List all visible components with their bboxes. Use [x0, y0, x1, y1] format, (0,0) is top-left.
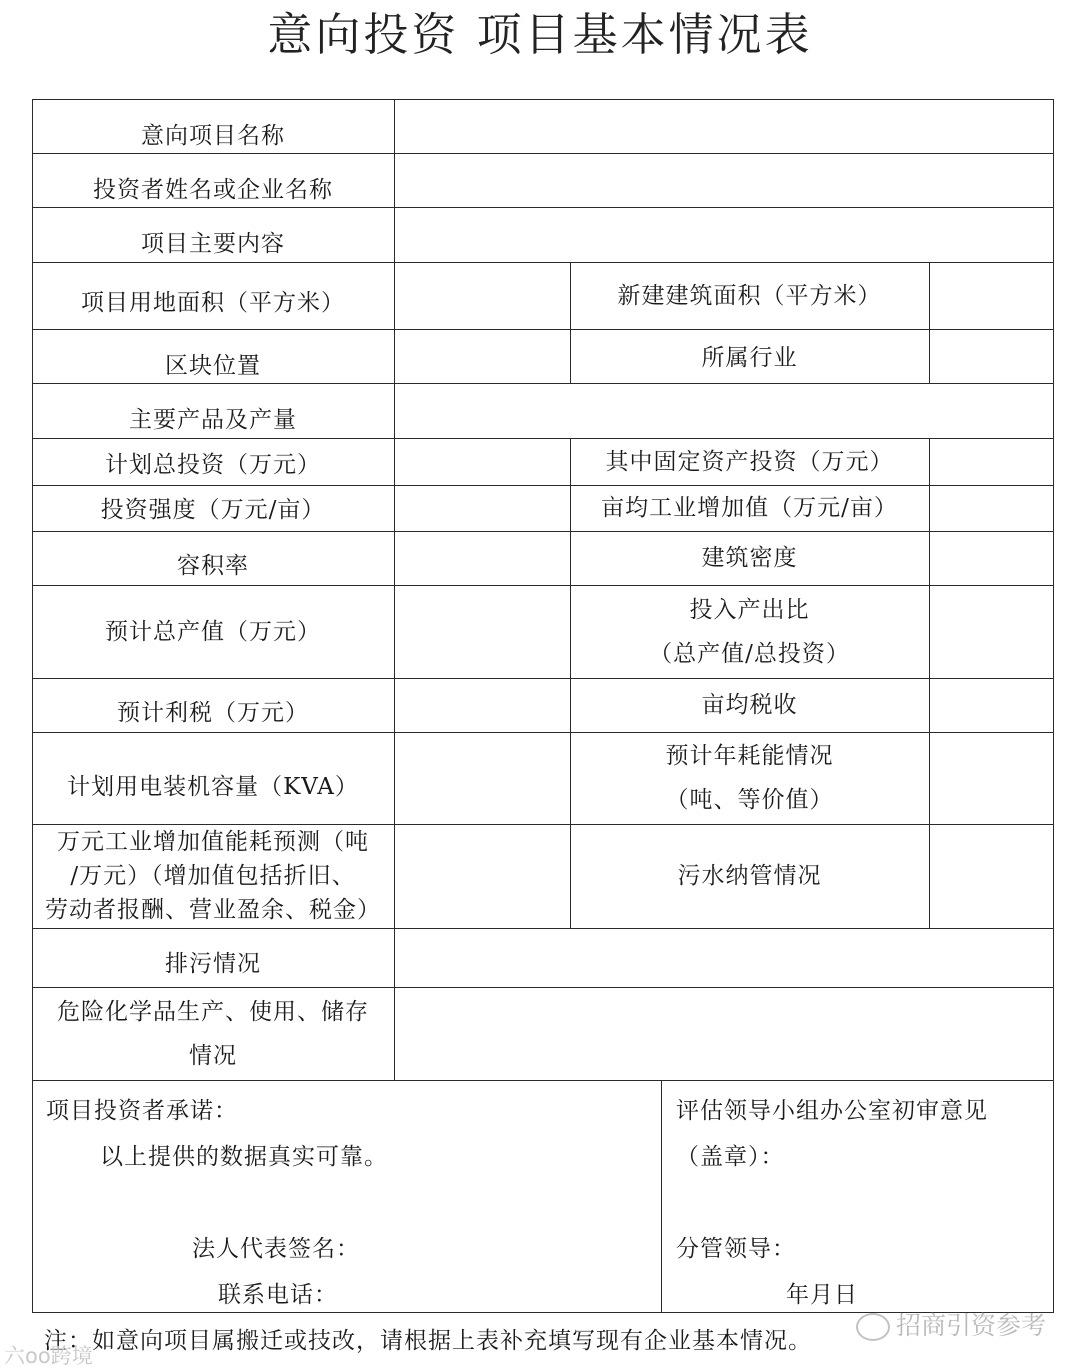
footnote: 注：如意向项目属搬迁或技改，请根据上表补充填写现有企业基本情况。 [44, 1328, 812, 1354]
label-emission: 排污情况 [165, 951, 261, 977]
project-info-table [32, 99, 1054, 1313]
label-industry: 所属行业 [701, 345, 798, 371]
label-investment-intensity: 投资强度（万元/亩） [100, 497, 326, 523]
label-input-output-ratio [570, 585, 929, 678]
label-fixed-asset-investment: 其中固定资产投资（万元） [605, 448, 894, 475]
watermark-right-text: 招商引资参考 [895, 1311, 1046, 1340]
value-column-divider [929, 438, 930, 928]
commitment-statement: 以上提供的数据真实可靠。 [100, 1144, 388, 1170]
label-new-building-area: 新建建筑面积（平方米） [617, 282, 882, 309]
label-column-divider [394, 99, 395, 1080]
wechat-icon [856, 1313, 890, 1341]
label-energy-consumption-line: （吨、等价值） [665, 787, 834, 813]
label-total-investment: 计划总投资（万元） [105, 451, 321, 478]
label-energy-consumption-line: 预计年耗能情况 [665, 743, 834, 769]
review-date: 年月日 [786, 1282, 858, 1308]
label-hazardous-line: 情况 [189, 1042, 237, 1069]
label-sewage: 污水纳管情况 [677, 863, 822, 889]
watermark-right [856, 1306, 1046, 1342]
label-land-area: 项目用地面积（平方米） [81, 289, 345, 316]
review-seal: （盖章）： [676, 1144, 785, 1170]
label-energy-per-value-line: /万元）（增加值包括折旧、 [70, 863, 356, 889]
label-power-capacity: 计划用电装机容量（KVA） [67, 774, 359, 800]
label-energy-consumption [570, 732, 929, 824]
label-industrial-value-per-mu: 亩均工业增加值（万元/亩） [601, 495, 898, 521]
row-divider [32, 928, 1054, 929]
label-location: 区块位置 [165, 353, 261, 379]
label-energy-per-value [32, 824, 394, 928]
contact-phone: 联系电话： [218, 1282, 338, 1308]
label-profit-tax: 预计利税（万元） [117, 700, 309, 726]
legal-rep-signature: 法人代表签名： [192, 1236, 360, 1262]
label-energy-per-value-line: 万元工业增加值能耗预测（吨 [57, 829, 369, 855]
label-input-output-ratio-line: （总产值/总投资） [649, 640, 850, 667]
label-main-content: 项目主要内容 [141, 231, 285, 257]
label-plot-ratio: 容积率 [177, 553, 249, 579]
label-building-density: 建筑密度 [701, 545, 798, 571]
review-leader: 分管领导： [676, 1236, 796, 1262]
label-investor-name: 投资者姓名或企业名称 [93, 177, 333, 203]
label-energy-per-value-line: 劳动者报酬、营业盈余、税金） [45, 897, 381, 923]
value-column-divider [929, 262, 930, 383]
label-total-output-value: 预计总产值（万元） [105, 618, 321, 645]
form-title: 意向投资 项目基本情况表 [267, 8, 813, 61]
watermark-left: 六oo跨境 [4, 1344, 93, 1368]
label-project-name: 意向项目名称 [141, 123, 285, 149]
review-heading: 评估领导小组办公室初审意见 [676, 1098, 988, 1124]
row-divider [32, 1080, 1054, 1081]
label-input-output-ratio-line: 投入产出比 [689, 596, 810, 623]
label-products-output: 主要产品及产量 [129, 407, 297, 433]
label-tax-per-mu: 亩均税收 [701, 692, 798, 718]
label-hazardous-line: 危险化学品生产、使用、储存 [57, 998, 369, 1025]
commitment-heading: 项目投资者承诺： [46, 1098, 238, 1124]
bottom-section-divider [661, 1080, 662, 1313]
label-hazardous [32, 987, 394, 1080]
